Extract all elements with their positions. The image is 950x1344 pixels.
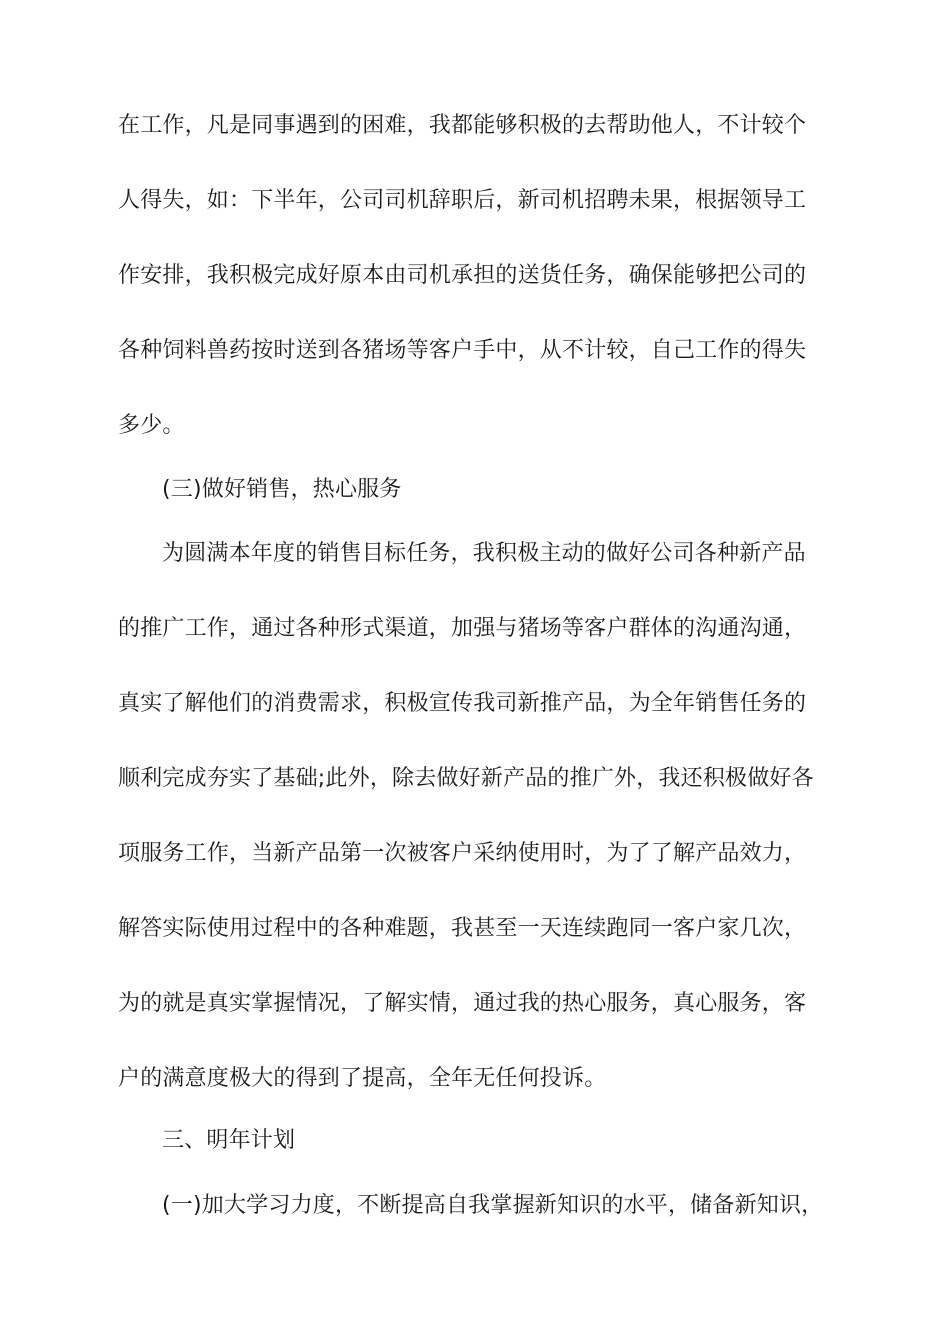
body-text-line: 的推广工作，通过各种形式渠道，加强与猪场等客户群体的沟通沟通， <box>118 616 807 641</box>
section-heading: (三)做好销售，热心服务 <box>162 477 402 502</box>
body-text-line: 在工作，凡是同事遇到的困难，我都能够积极的去帮助他人，不计较个 <box>118 113 807 138</box>
body-text-line: 顺利完成夯实了基础;此外，除去做好新产品的推广外，我还积极做好各 <box>118 766 814 791</box>
paragraph-first-line: (一)加大学习力度，不断提高自我掌握新知识的水平，储备新知识， <box>162 1193 824 1218</box>
body-text-line: 户的满意度极大的得到了提高，全年无任何投诉。 <box>118 1066 607 1091</box>
paragraph-first-line: 为圆满本年度的销售目标任务，我积极主动的做好公司各种新产品 <box>162 541 806 566</box>
body-text-line: 作安排，我积极完成好原本由司机承担的送货任务，确保能够把公司的 <box>118 263 807 288</box>
body-text-line: 项服务工作，当新产品第一次被客户采纳使用时，为了了解产品效力， <box>118 841 807 866</box>
section-heading: 三、明年计划 <box>162 1128 296 1153</box>
body-text-line: 各种饲料兽药按时送到各猪场等客户手中，从不计较，自己工作的得失 <box>118 338 807 363</box>
body-text-line: 解答实际使用过程中的各种难题，我甚至一天连续跑同一客户家几次， <box>118 916 807 941</box>
body-text-line: 真实了解他们的消费需求，积极宣传我司新推产品，为全年销售任务的 <box>118 691 807 716</box>
body-text-line: 为的就是真实掌握情况，了解实情，通过我的热心服务，真心服务，客 <box>118 991 807 1016</box>
body-text-line: 人得失，如：下半年，公司司机辞职后，新司机招聘未果，根据领导工 <box>118 188 807 213</box>
body-text-line: 多少。 <box>118 413 185 438</box>
